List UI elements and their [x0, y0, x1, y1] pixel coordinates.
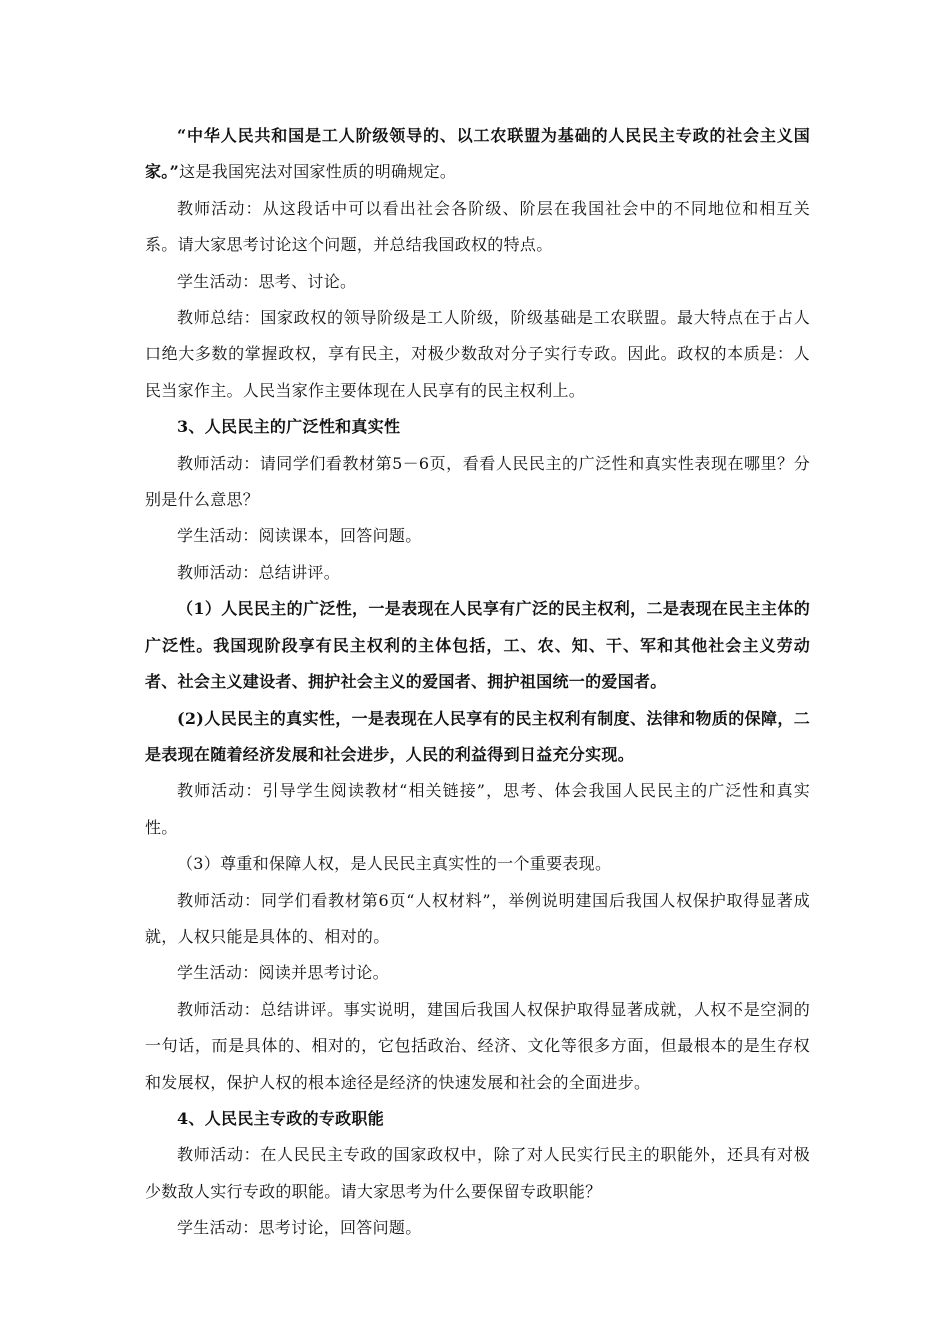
paragraph-teacher-activity-4: 教师活动：引导学生阅读教材“相关链接”，思考、体会我国人民民主的广泛性和真实性。 — [145, 781, 810, 837]
paragraph-student-activity-3: 学生活动：阅读并思考讨论。 — [177, 963, 389, 983]
paragraph-teacher-activity-7: 教师活动：在人民民主专政的国家政权中，除了对人民实行民主的职能外，还具有对极少数敌人实行专政的职能。请大家思考为什么要保留专政职能？ — [145, 1145, 810, 1201]
paragraph-student-activity-4: 学生活动：思考讨论，回答问题。 — [177, 1218, 422, 1238]
paragraph-teacher-activity-3: 教师活动：总结讲评。 — [177, 562, 341, 582]
paragraph-teacher-activity-1: 教师活动：从这段话中可以看出社会各阶级、阶层在我国社会中的不同地位和相互关系。请大家思考讨论这个问题，并总结我国政权的特点。 — [145, 198, 810, 255]
paragraph-teacher-activity-6: 教师活动：总结讲评。事实说明，建国后我国人权保护取得显著成就，人权不是空洞的一句话，而是具体的、相对的，它包括政治、经济、文化等很多方面，但最根本的是生存权和发展权，保护人权的根本途径是经济的快速发展和社会的全面进步。 — [145, 999, 810, 1092]
paragraph-human-rights: （3）尊重和保障人权，是人民民主真实性的一个重要表现。 — [177, 854, 612, 874]
section-heading-3: 3、人民民主的广泛性和真实性 — [177, 417, 401, 437]
paragraph-teacher-activity-5: 教师活动：同学们看教材第6页“人权材料”，举例说明建国后我国人权保护取得显著成就，人权只能是具体的、相对的。 — [145, 890, 810, 946]
paragraph-breadth: （1）人民民主的广泛性，一是表现在人民享有广泛的民主权利，二是表现在民主主体的广泛性。我国现阶段享有民主权利的主体包括，工、农、知、干、军和其他社会主义劳动者、社会主义建设者、拥护社会主义的爱国者、拥护祖国统一的爱国者。 — [145, 599, 810, 692]
paragraph-teacher-summary: 教师总结：国家政权的领导阶级是工人阶级，阶级基础是工农联盟。最大特点在于占人口绝大多数的掌握政权，享有民主，对极少数敌对分子实行专政。因此。政权的本质是：人民当家作主。人民当家作主要体现在人民享有的民主权利上。 — [145, 308, 810, 400]
paragraph-teacher-activity-2: 教师活动：请同学们看教材第5－6页，看看人民民主的广泛性和真实性表现在哪里？分别是什么意思？ — [145, 453, 810, 510]
constitution-quote-note: 这是我国宪法对国家性质的明确规定。 — [179, 162, 457, 182]
paragraph-constitution-quote — [145, 118, 810, 191]
paragraph-authenticity: (2)人民民主的真实性，一是表现在人民享有的民主权利有制度、法律和物质的保障，二是表现在随着经济发展和社会进步，人民的利益得到日益充分实现。 — [145, 708, 810, 764]
paragraph-student-activity-1: 学生活动：思考、讨论。 — [177, 271, 357, 291]
section-heading-4: 4、人民民主专政的专政职能 — [177, 1108, 385, 1128]
constitution-quote-bold: “中华人民共和国是工人阶级领导的、以工农联盟为基础的人民民主专政的社会主义国家。” — [145, 126, 810, 182]
paragraph-student-activity-2: 学生活动：阅读课本，回答问题。 — [177, 526, 422, 546]
